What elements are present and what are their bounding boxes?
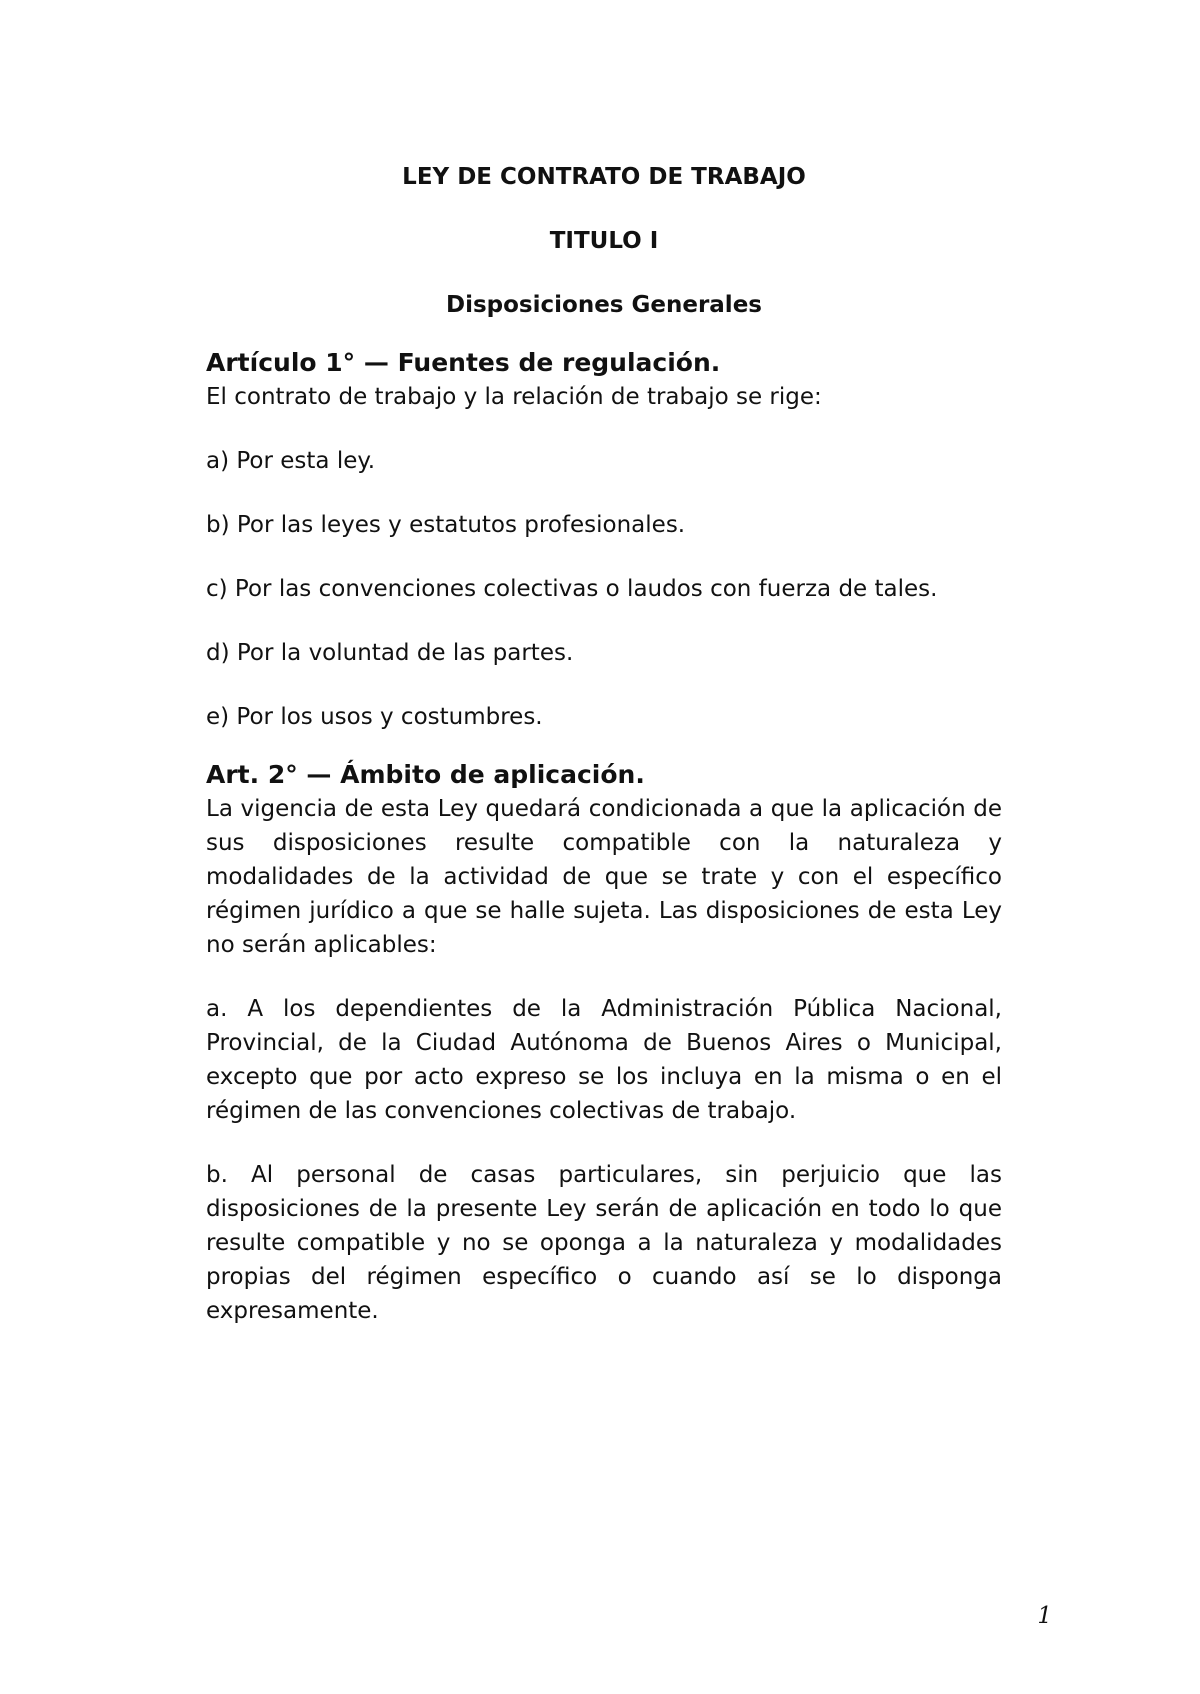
page-number: 1 [1037,1603,1052,1629]
article-1-intro: El contrato de trabajo y la relación de trabajo se rige: [206,384,822,410]
article-2-intro: La vigencia de esta Ley quedará condicionada a que la aplicación de sus disposiciones resulte compatible con la naturaleza y modalidades de la actividad de que se trate y con el específico régimen jurídico a que se halle sujeta. Las disposiciones de esta Ley no serán aplicables: [206,796,1002,958]
document-body [206,160,1002,1358]
article-2-heading: Art. 2° — Ámbito de aplicación. [206,760,645,789]
article-2-item-a: a. A los dependientes de la Administración Pública Nacional, Provincial, de la Ciudad Autónoma de Buenos Aires o Municipal, excepto que por acto expreso se los incluya en la misma o en el régimen de las convenciones colectivas de trabajo. [206,996,1002,1124]
section-title: Disposiciones Generales [446,292,762,318]
article-1-item-b: b) Por las leyes y estatutos profesionales. [206,512,686,538]
article-1-item-c: c) Por las convenciones colectivas o laudos con fuerza de tales. [206,576,938,602]
document-title: LEY DE CONTRATO DE TRABAJO [402,164,806,190]
article-1-heading: Artículo 1° — Fuentes de regulación. [206,348,721,377]
article-1-item-e: e) Por los usos y costumbres. [206,704,543,730]
document-subtitle: TITULO I [549,228,659,254]
article-1-item-a: a) Por esta ley. [206,448,376,474]
article-2-item-b: b. Al personal de casas particulares, sin perjuicio que las disposiciones de la presente Ley serán de aplicación en todo lo que resulte compatible y no se oponga a la naturaleza y modalidades propias del régimen específico o cuando así se lo disponga expresamente. [206,1162,1002,1324]
article-1-item-d: d) Por la voluntad de las partes. [206,640,574,666]
